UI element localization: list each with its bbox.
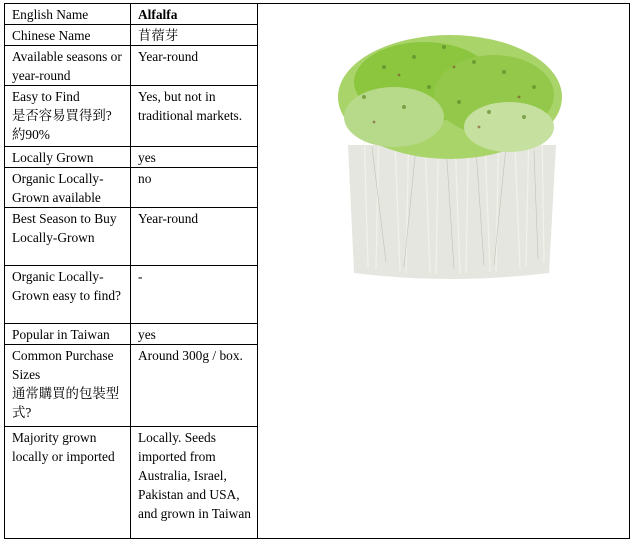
row-label: Chinese Name [5, 25, 131, 46]
row-value: Yes, but not in traditional markets. [131, 86, 258, 147]
row-label: Available seasons or year-round [5, 46, 131, 86]
row-label: Popular in Taiwan [5, 324, 131, 345]
row-value: Year-round [131, 46, 258, 86]
alfalfa-sprouts-image [334, 27, 566, 285]
row-label-english-name: English Name [5, 4, 131, 25]
row-value: no [131, 168, 258, 208]
row-label: Easy to Find 是否容易買得到? 約90% [5, 86, 131, 147]
row-label: Best Season to Buy Locally-Grown [5, 208, 131, 266]
row-label: Organic Locally-Grown available [5, 168, 131, 208]
row-value: Locally. Seeds imported from Australia, Israel, Pakistan and USA, and grown in Taiwan [131, 427, 258, 539]
row-value-english-name: Alfalfa [131, 4, 258, 25]
row-value: Year-round [131, 208, 258, 266]
row-label: Locally Grown [5, 147, 131, 168]
row-value: yes [131, 324, 258, 345]
image-cell [258, 4, 630, 539]
row-label: Majority grown locally or imported [5, 427, 131, 539]
row-value: Around 300g / box. [131, 345, 258, 427]
row-label: Organic Locally-Grown easy to find? [5, 266, 131, 324]
row-value: - [131, 266, 258, 324]
row-label: Common Purchase Sizes 通常購買的包裝型式? [5, 345, 131, 427]
produce-info-table [4, 3, 630, 539]
row-value: 苜蓿芽 [131, 25, 258, 46]
table-row [5, 4, 630, 25]
row-value: yes [131, 147, 258, 168]
